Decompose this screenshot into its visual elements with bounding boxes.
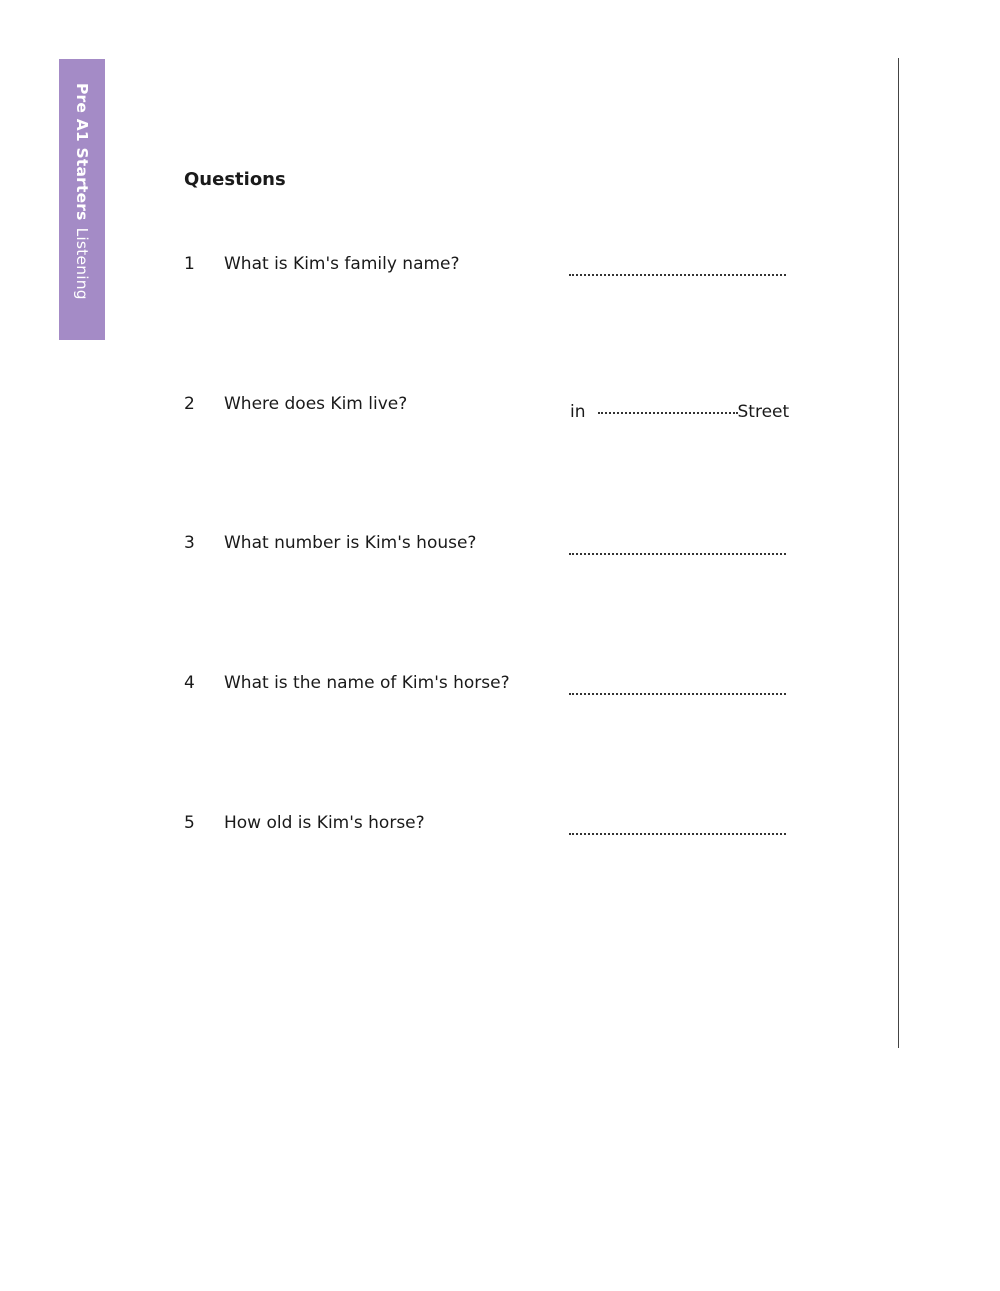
exam-level-label: Pre A1 Starters <box>73 83 91 221</box>
question-text: What is Kim's family name? <box>224 254 460 274</box>
answer-blank[interactable] <box>598 412 738 414</box>
question-3 <box>0 533 900 573</box>
question-number: 5 <box>184 813 195 833</box>
question-text: What number is Kim's house? <box>224 533 477 553</box>
question-text: How old is Kim's horse? <box>224 813 425 833</box>
question-number: 4 <box>184 673 195 693</box>
answer-blank[interactable] <box>569 833 786 835</box>
answer-suffix: Street <box>737 402 790 422</box>
section-title: Questions <box>184 169 286 190</box>
question-1 <box>0 254 900 294</box>
exam-section-label: Listening <box>73 227 91 300</box>
side-tab <box>59 59 105 340</box>
answer-blank[interactable] <box>569 274 786 276</box>
question-number: 3 <box>184 533 195 553</box>
question-text: What is the name of Kim's horse? <box>224 673 510 693</box>
answer-blank[interactable] <box>569 693 786 695</box>
question-number: 2 <box>184 394 195 414</box>
question-text: Where does Kim live? <box>224 394 408 414</box>
answer-street-field <box>570 402 789 422</box>
question-5 <box>0 813 900 853</box>
question-number: 1 <box>184 254 195 274</box>
answer-blank[interactable] <box>569 553 786 555</box>
question-2 <box>0 394 900 434</box>
question-4 <box>0 673 900 713</box>
answer-prefix: in <box>570 402 586 422</box>
